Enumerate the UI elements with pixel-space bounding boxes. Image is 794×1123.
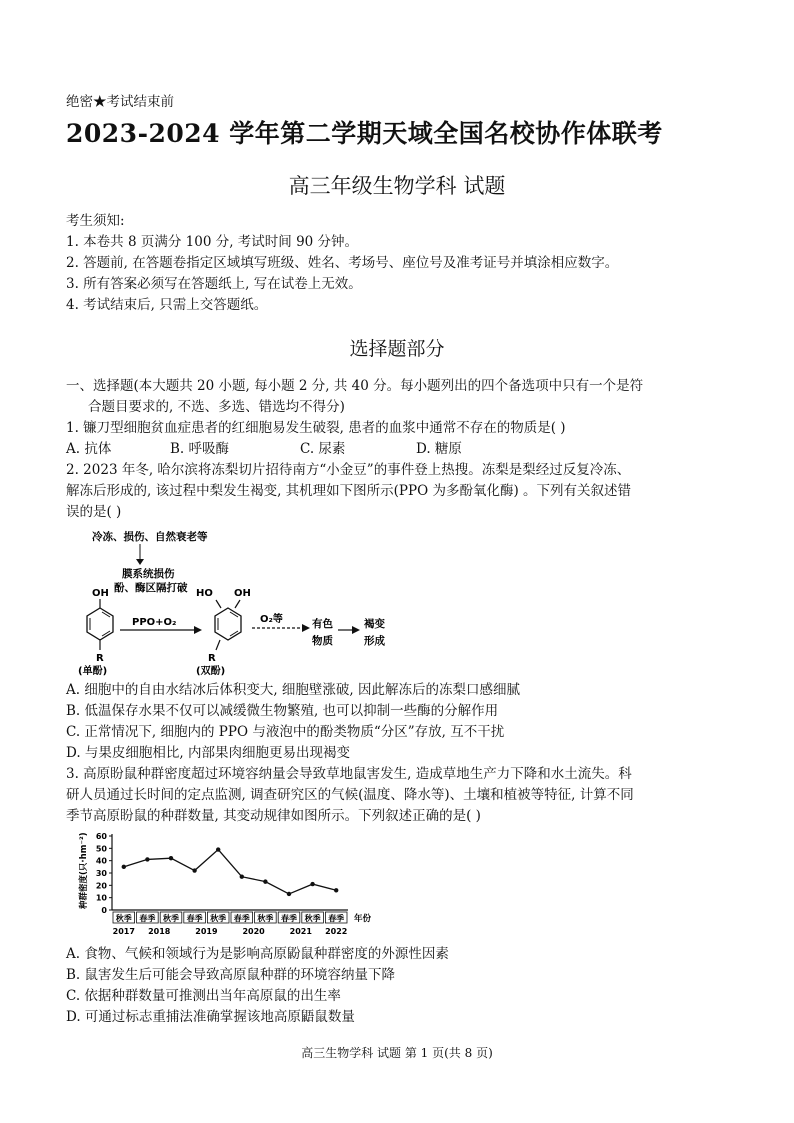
data-point [310, 882, 314, 886]
q1-options [66, 439, 462, 460]
x-tick-label: 秋季 [163, 914, 179, 923]
oxidation-arrowhead [302, 624, 310, 632]
q3-option-c: C. 依据种群数量可推测出当年高原鼠的出生率 [66, 988, 341, 1004]
browning-label-2: 形成 [364, 635, 385, 647]
q1-option-a: A. 抗体 [66, 441, 112, 457]
q3-option-b: B. 鼠害发生后可能会导致高原鼠种群的环境容纳量下降 [66, 967, 396, 983]
x-tick-label: 秋季 [304, 914, 321, 923]
diphenol-label: (双酚) [196, 666, 226, 677]
data-point [169, 856, 173, 860]
year-label: 2021 [289, 927, 312, 936]
y-tick-label: 60 [95, 832, 107, 841]
monophenol-oh: OH [92, 588, 109, 599]
browning-label: 褐变 [364, 618, 385, 630]
data-point [216, 847, 220, 851]
data-point [145, 857, 149, 861]
membrane-damage-label: 膜系统损伤 [122, 568, 175, 580]
section-instruction-cont: 合题目要求的, 不选、多选、错选均不得分) [88, 399, 345, 415]
exam-title: 2023-2024 学年第二学期天域全国名校协作体联考 [66, 119, 663, 148]
monophenol-r: R [96, 653, 104, 664]
x-tick-label: 秋季 [257, 914, 274, 923]
diphenol-ring [215, 608, 241, 640]
q3-stem-line: 季节高原盼鼠的种群数量, 其变动规律如图所示。下列叙述正确的是( ) [66, 808, 481, 824]
q2-stem-line: 2. 2023 年冬, 哈尔滨将冻梨切片招待南方“小金豆”的事件登上热搜。冻梨是梨经过反复冷冻、 [66, 462, 631, 478]
year-label: 2019 [195, 927, 218, 936]
year-label: 2018 [148, 927, 171, 936]
y-tick-label: 50 [95, 844, 107, 854]
x-tick-label: 春季 [281, 914, 297, 923]
section-instruction: 一、选择题(本大题共 20 小题, 每小题 2 分, 共 40 分。每小题列出的四个备选项中只有一个是符 [66, 378, 644, 394]
q3-option-a: A. 食物、气候和领域行为是影响高原鼢鼠种群密度的外源性因素 [66, 946, 449, 962]
diphenol-r: R [208, 653, 216, 664]
data-point [287, 892, 291, 896]
colored-substance-label: 有色 [312, 618, 333, 630]
ppo-arrowhead [194, 626, 202, 634]
q1-option-c: C. 尿素 [300, 441, 346, 457]
q2-stem-line: 误的是( ) [66, 504, 122, 520]
q2-option-c: C. 正常情况下, 细胞内的 PPO 与液泡中的酚类物质“分区”存放, 互不干扰 [66, 724, 505, 740]
q2-option-a: A. 细胞中的自由水结冰后体积变大, 细胞壁涨破, 因此解冻后的冻梨口感细腻 [66, 682, 520, 698]
notice-item: 4. 考试结束后, 只需上交答题纸。 [66, 297, 268, 313]
chart-x-label: 年份 [354, 914, 372, 924]
browning-arrowhead [352, 626, 360, 634]
x-tick-label: 春季 [139, 914, 156, 923]
browning-mechanism-diagram [70, 524, 410, 678]
section-title: 选择题部分 [349, 338, 445, 360]
bond [235, 600, 240, 608]
q3-option-d: D. 可通过标志重捕法准确掌握该地高原鼯鼠数量 [66, 1009, 355, 1025]
x-tick-label: 秋季 [115, 914, 132, 923]
data-point [122, 865, 126, 869]
down-arrowhead [136, 559, 144, 565]
chart-y-label: 种群密度(只·hm⁻²) [79, 832, 89, 909]
y-tick-label: 40 [95, 856, 107, 866]
monophenol-ring [87, 608, 113, 640]
ppo-label: PPO+O₂ [132, 617, 177, 628]
y-tick-label: 0 [101, 906, 107, 915]
diphenol-ho: HO [196, 588, 213, 599]
x-tick-label: 春季 [186, 914, 203, 923]
o2-label: O₂等 [260, 614, 283, 625]
notice-item: 2. 答题前, 在答题卷指定区域填写班级、姓名、考场号、座位号及准考证号并填涂相应数字。 [66, 255, 619, 271]
q1-stem: 1. 镰刀型细胞贫血症患者的红细胞易发生破裂, 患者的血浆中通常不存在的物质是( ) [66, 420, 566, 436]
q2-stem-line: 解冻后形成的, 该过程中梨发生褐变, 其机理如下图所示(PPO 为多酚氧化酶) 。下列有关叙述错 [66, 483, 632, 499]
bond [216, 600, 221, 608]
cause-label: 冷冻、损伤、自然衰老等 [92, 531, 208, 543]
notice-item: 1. 本卷共 8 页满分 100 分, 考试时间 90 分钟。 [66, 234, 359, 250]
data-point [263, 879, 267, 883]
diphenol-oh: OH [234, 588, 251, 599]
x-tick-label: 春季 [328, 914, 345, 923]
q1-option-d: D. 糖原 [416, 441, 462, 457]
data-point [334, 888, 338, 892]
page-footer: 高三生物学科 试题 第 1 页(共 8 页) [301, 1046, 493, 1060]
y-tick-label: 20 [95, 881, 107, 891]
q2-option-b: B. 低温保存水果不仅可以减缓微生物繁殖, 也可以抑制一些酶的分解作用 [66, 703, 499, 719]
data-point [192, 868, 196, 872]
y-tick-label: 30 [95, 869, 107, 878]
colored-substance-label-2: 物质 [312, 635, 333, 647]
monophenol-label: (单酚) [78, 666, 108, 677]
notice-item: 3. 所有答案必须写在答题纸上, 写在试卷上无效。 [66, 276, 362, 292]
year-label: 2017 [112, 927, 135, 936]
q1-option-b: B. 呼吸酶 [170, 441, 230, 457]
q3-stem-line: 3. 高原盼鼠种群密度超过环境容纳量会导致草地鼠害发生, 造成草地生产力下降和水土流失。科 [66, 766, 632, 782]
x-tick-label: 春季 [233, 914, 250, 923]
series-line [124, 850, 336, 894]
q3-stem-line: 研人员通过长时间的定点监测, 调查研究区的气候(温度、降水等)、土壤和植被等特征, 计算不同 [66, 787, 634, 803]
confidential-mark: 绝密★考试结束前 [66, 94, 174, 110]
data-point [240, 875, 244, 879]
x-tick-label: 秋季 [210, 914, 227, 923]
population-density-chart [76, 830, 396, 942]
bond [216, 640, 220, 650]
q2-option-d: D. 与果皮细胞相比, 内部果肉细胞更易出现褐变 [66, 745, 351, 761]
exam-subtitle: 高三年级生物学科 试题 [288, 174, 506, 198]
compartment-broken-label: 酚、酶区隔打破 [114, 582, 188, 594]
notice-list [66, 232, 618, 316]
year-label: 2020 [242, 927, 265, 936]
year-label: 2022 [325, 927, 348, 936]
y-tick-label: 10 [95, 893, 107, 903]
notice-heading: 考生须知: [66, 213, 125, 229]
